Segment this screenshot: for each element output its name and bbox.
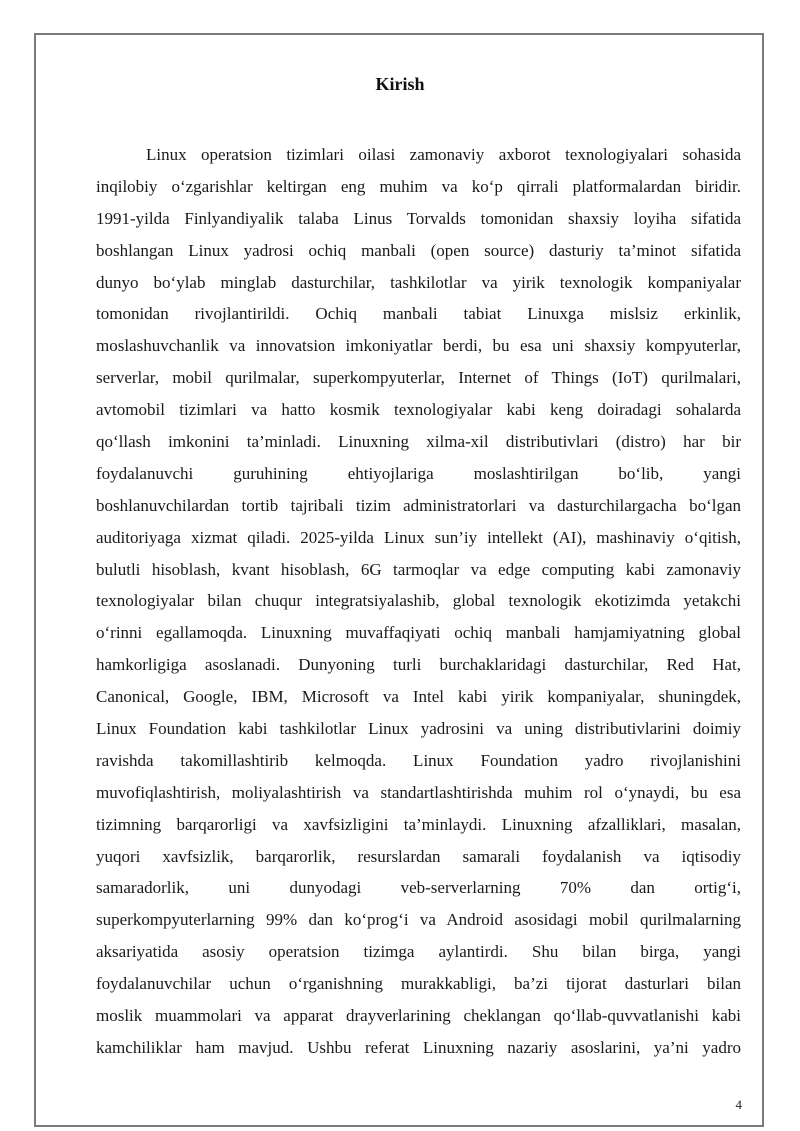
paragraph-line: bulutli hisoblash, kvant hisoblash, 6G tarmoqlar va edge computing kabi zamonaviy (96, 559, 741, 579)
paragraph-line: moslashuvchanlik va innovatsion imkoniyatlar berdi, bu esa uni shaxsiy kompyuterlar, (96, 336, 741, 356)
paragraph-line: avtomobil tizimlari va hatto kosmik texnologiyalar kabi keng doiradagi sohalarda (96, 400, 741, 420)
paragraph-line: boshlanuvchilardan tortib tajribali tizim administratorlari va dasturchilargacha bo‘lgan (96, 495, 741, 515)
paragraph-line: boshlangan Linux yadrosi ochiq manbali (open source) dasturiy ta’minot sifatida (96, 240, 741, 260)
paragraph-line: Linux Foundation kabi tashkilotlar Linux yadrosini va uning distributivlarini doimiy (96, 719, 741, 739)
paragraph-line: tomonidan rivojlantirildi. Ochiq manbali tabiat Linuxga mislsiz erkinlik, (96, 304, 741, 324)
paragraph-line: o‘rinni egallamoqda. Linuxning muvaffaqiyati ochiq manbali hamjamiyatning global (96, 623, 741, 643)
paragraph-line: foydalanuvchilar uchun o‘rganishning murakkabligi, ba’zi tijorat dasturlari bilan (96, 974, 741, 994)
paragraph-line: inqilobiy o‘zgarishlar keltirgan eng muhim va ko‘p qirrali platformalardan biridir. (96, 176, 741, 196)
paragraph-line: serverlar, mobil qurilmalar, superkompyuterlar, Internet of Things (IoT) qurilmalari, (96, 368, 741, 388)
paragraph-line: ravishda takomillashtirib kelmoqda. Linux Foundation yadro rivojlanishini (96, 750, 741, 770)
paragraph-line: kamchiliklar ham mavjud. Ushbu referat Linuxning nazariy asoslarini, ya’ni yadro (96, 1037, 741, 1057)
paragraph-line: aksariyatida asosiy operatsion tizimga aylantirdi. Shu bilan birga, yangi (96, 942, 741, 962)
paragraph-line: yuqori xavfsizlik, barqarorlik, resurslardan samarali foydalanish va iqtisodiy (96, 846, 741, 866)
paragraph-line: muvofiqlashtirish, moliyalashtirish va standartlashtirishda muhim rol o‘ynaydi, bu esa (96, 782, 741, 802)
paragraph-line: texnologiyalar bilan chuqur integratsiyalashib, global texnologik ekotizimda yetakchi (96, 591, 741, 611)
paragraph-line: superkompyuterlarning 99% dan ko‘prog‘i va Android asosidagi mobil qurilmalarning (96, 910, 741, 930)
paragraph-line: foydalanuvchi guruhining ehtiyojlariga moslashtirilgan bo‘lib, yangi (96, 463, 741, 483)
paragraph-line: qo‘llash imkonini ta’minladi. Linuxning xilma-xil distributivlari (distro) har bir (96, 432, 741, 452)
paragraph-line: 1991-yilda Finlyandiyalik talaba Linus Torvalds tomonidan shaxsiy loyiha sifatida (96, 208, 741, 228)
paragraph-line: samaradorlik, uni dunyodagi veb-serverlarning 70% dan ortig‘i, (96, 878, 741, 898)
paragraph-line: Linux operatsion tizimlari oilasi zamonaviy axborot texnologiyalari sohasida (146, 145, 741, 164)
paragraph-line: Canonical, Google, IBM, Microsoft va Intel kabi yirik kompaniyalar, shuningdek, (96, 687, 741, 707)
paragraph-line: auditoriyaga xizmat qiladi. 2025-yilda Linux sun’iy intellekt (AI), mashinaviy o‘qitish, (96, 527, 741, 547)
paragraph-line: moslik muammolari va apparat drayverlarining cheklangan qo‘llab-quvvatlanishi kabi (96, 1006, 741, 1026)
body-paragraph (96, 139, 741, 1064)
paragraph-line: hamkorligiga asoslanadi. Dunyoning turli burchaklaridagi dasturchilar, Red Hat, (96, 655, 741, 675)
paragraph-line: dunyo bo‘ylab minglab dasturchilar, tashkilotlar va yirik texnologik kompaniyalar (96, 272, 741, 292)
paragraph-line: tizimning barqarorligi va xavfsizligini ta’minlaydi. Linuxning afzalliklari, masalan, (96, 814, 741, 834)
page-title: Kirish (375, 74, 425, 94)
page-number: 4 (735, 1097, 742, 1112)
